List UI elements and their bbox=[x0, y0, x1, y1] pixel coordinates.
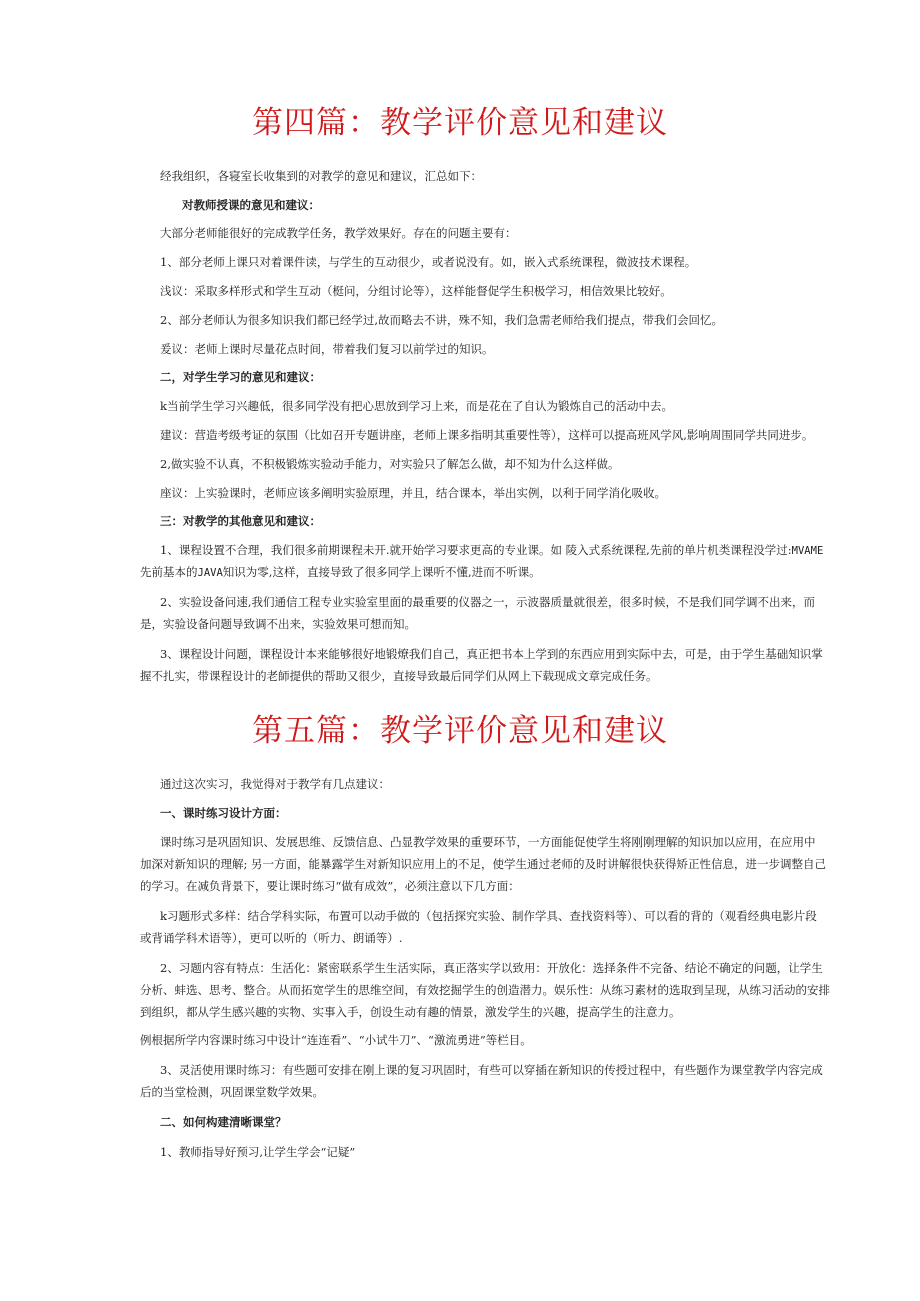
section4-paragraph-line bbox=[140, 564, 790, 581]
section5-paragraph-line: 或背诵学科术语等），更可以听的（听力、朗诵等）. bbox=[140, 931, 403, 945]
section4-paragraph: 浅议：采取多样形式和学生互动（梃问，分组讨论等），这样能督促学生积极学习，相信效果比较好。 bbox=[160, 284, 672, 298]
section5-paragraph-line: k习题形式多样：结合学科实际，布置可以动手做的（包括探究实验、制作学具、查找资料等）、可以看的背的（观看经典电影片段 bbox=[160, 909, 817, 923]
section4-paragraph-line: 是，实验设备问题导致调不出来，实验效果可想而知。 bbox=[140, 617, 416, 631]
section5-paragraph: 例根据所学内容课时练习中设计“连连看”、“小试牛刀”、“激流勇进”等栏目。 bbox=[140, 1033, 532, 1047]
section5-paragraph-line: 加深对新知识的理解; 另一方面，能暴露学生对新知识应用上的不足，使学生通过老师的及时讲解很快获得矫正性信息，进一步调整自己 bbox=[140, 857, 827, 871]
section5-part1-heading: 一、课时练习设计方面： bbox=[160, 806, 287, 820]
section5-paragraph-line: 到组织，都从学生感兴趣的实物、实事入手，创设生动有趣的情景，激发学生的兴趣，提高学生的注意力。 bbox=[140, 1005, 681, 1019]
text-run: 1、课程设置不合理，我们很多前期课程未开.就开始学习要求更高的专业课。如 陵入式系统课程,先前的单片机类课程没学过: bbox=[160, 543, 792, 557]
section4-part1-heading: 对教师授课的意见和建议： bbox=[182, 198, 320, 212]
section5-paragraph-line: 分析、蚌选、思考、整合。从而拓宽学生的思维空间，有效挖掘学生的创造潜力。娱乐性：从练习素材的选取到呈现，从练习活动的安排 bbox=[140, 983, 830, 997]
section4-part2-heading: 二，对学生学习的意见和建议： bbox=[160, 370, 321, 384]
section4-paragraph: 建议：营造考级考证的氛围（比如召开专题讲座，老师上课多指明其重要性等），这样可以提高班风学风,影响周围同学共同进步。 bbox=[160, 428, 814, 442]
section4-paragraph-line: 握不扎实，带课程设计的老師提供的帮助又很少，直接导致最后同学们从网上下载现成文章完成任务。 bbox=[140, 669, 658, 683]
section4-paragraph-line: 2、实验设备问速,我们通信工程专业实验室里面的最重要的仪器之一，示波器质量就很差，很多时候，不是我们同学调不出来，而 bbox=[160, 595, 815, 609]
section5-part2-heading: 二、如何构建清晰课堂？ bbox=[160, 1115, 287, 1129]
section5-paragraph-line: 后的当堂检测，巩固课堂数学效果。 bbox=[140, 1085, 324, 1099]
text-run: 先前基本的 bbox=[140, 565, 198, 579]
section4-title: 第四篇：教学评价意见和建议 bbox=[252, 105, 668, 141]
section4-paragraph: k当前学生学习兴趣低，很多同学没有把心思放到学习上来，而是花在了自认为锻炼自己的活动中去。 bbox=[160, 399, 673, 413]
section4-paragraph: 座议：上实验课时，老师应该多阐明实验原理，并且，结合课本，举出实例，以利于同学消化吸收。 bbox=[160, 486, 666, 500]
section4-intro: 经我组织，各寝室长收集到的对教学的意见和建议，汇总如下： bbox=[160, 169, 482, 183]
section4-paragraph: 1、部分老师上课只对着课件读，与学生的互动很少，或者说没有。如，嵌入式系统课程，微波技术课程。 bbox=[160, 255, 697, 269]
text-run: 知识为零,这样，直接导致了很多同学上课听不懂,进而不听课。 bbox=[222, 565, 541, 579]
section5-paragraph-line: 2、习题内容有特点：生活化：紧密联系学生生活实际，真正落实学以致用：开放化：选择条件不完备、结论不确定的问题，让学生 bbox=[160, 961, 823, 975]
section4-paragraph: 大部分老师能很好的完成教学任务，教学效果好。存在的问题主要有： bbox=[160, 226, 517, 240]
section5-title: 第五篇：教学评价意见和建议 bbox=[252, 713, 668, 749]
section5-paragraph-line: 的学习。在减负背景下，要让课时练习“做有成效”，必须注意以下几方面： bbox=[140, 879, 520, 893]
section4-paragraph-line bbox=[160, 542, 824, 559]
section5-paragraph: 1、教师指导好预习,让学生学会“记疑” bbox=[160, 1145, 356, 1159]
section4-paragraph: 2,做实验不认真，不积极锻炼实验动手能力，对实验只了解怎么做，却不知为什么这样做。 bbox=[160, 457, 620, 471]
section5-paragraph-line: 3、灵活使用课时练习：有些题可安排在刚上课的复习巩固时，有些可以穿插在新知识的传授过程中，有些题作为课堂教学内容完成 bbox=[160, 1063, 823, 1077]
text-run: JAVA bbox=[197, 567, 223, 579]
section5-intro: 通过这次实习，我觉得对于教学有几点建议： bbox=[160, 777, 390, 791]
text-run: MVAME bbox=[791, 545, 824, 557]
section4-paragraph: 2、部分老师认为很多知识我们都已经学过,故而略去不讲，殊不知，我们急需老师给我们提点，带我们会回忆。 bbox=[160, 313, 723, 327]
section4-paragraph: 爰议：老师上课时尽量花点时间，带着我们复习以前学过的知识。 bbox=[160, 342, 494, 356]
section5-paragraph-line: 课时练习是巩固知识、发展思维、反馈信息、凸显教学效果的重要环节，一方面能促使学生将刚刚理解的知识加以应用，在应用中 bbox=[160, 835, 816, 849]
section4-paragraph-line: 3、课程设计问题，课程设计本来能够很好地锻燎我们自己，真正把书本上学到的东西应用到实际中去，可是，由于学生基础知识掌 bbox=[160, 647, 823, 661]
section4-part3-heading: 三：对教学的其他意见和建议： bbox=[160, 514, 321, 528]
